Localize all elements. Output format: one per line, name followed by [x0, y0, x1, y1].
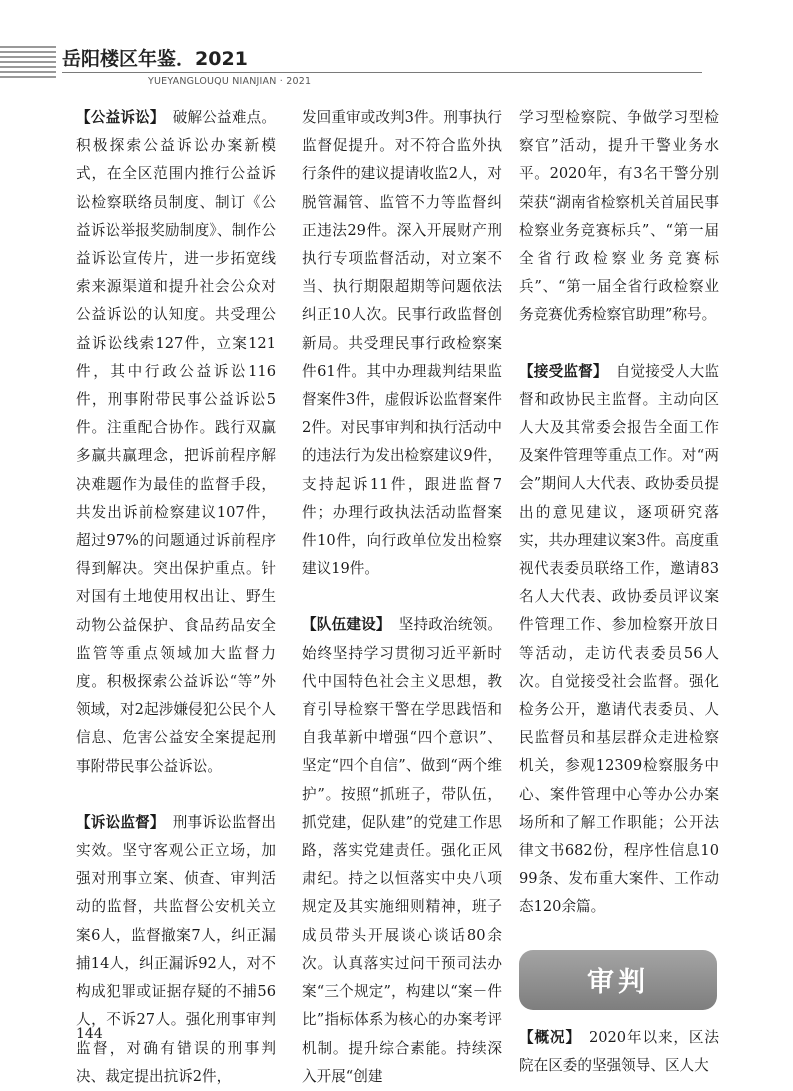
section-tag: 【概况】	[519, 1028, 581, 1046]
section-tag: 【队伍建设】	[302, 616, 391, 634]
book-title: 岳阳楼区年鉴．2021	[62, 48, 248, 70]
section-banner-trial: 审判	[519, 950, 717, 1010]
section-tag: 【诉讼监督】	[76, 813, 165, 831]
paragraph-text: 2020年以来，区法院在区委的坚强领导、区人大	[519, 1028, 719, 1074]
paragraph	[302, 611, 502, 1090]
paragraph-text: 学习型检察院、争做学习型检察官”活动，提升干警业务水平。2020年，有3名干警分别荣获“湖南省检察机关首届民事检察业务竞赛标兵”、“第一届全省行政检察业务竞赛标兵”、“第一届全省行政检察业务竞赛优秀检察官助理”称号。	[519, 109, 719, 324]
page-header	[0, 0, 793, 100]
paragraph	[519, 1024, 719, 1080]
paragraph-text: 发回重审或改判3件。刑事执行监督促提升。对不符合监外执行条件的建议提请收监2人，对脱管漏管、监管不力等监督纠正违法29件。深入开展财产刑执行专项监督活动，对立案不当、执行期限超期等问题依法纠正10人次。民事行政监督创新局。共受理民事行政检察案件61件。其中办理裁判结果监督案件3件，虚假诉讼监督案件2件。对民事审判和执行活动中的违法行为发出检察建议9件，支持起诉11件，跟进监督7件；办理行政执法活动监督案件10件，向行政单位发出检察建议19件。	[302, 109, 502, 578]
page-number: 144	[76, 1026, 103, 1042]
section-tag: 【公益诉讼】	[76, 109, 165, 126]
paragraph	[76, 104, 276, 781]
header-stripes-decoration	[0, 46, 56, 82]
paragraph	[519, 104, 719, 330]
paragraph-text: 破解公益难点。积极探索公益诉讼办案新模式，在全区范围内推行公益诉讼检察联络员制度、制订《公益诉讼举报奖励制度》、制作公益诉讼宣传片，进一步拓宽线索来源渠道和提升社会公众对公益诉讼的认知度。共受理公益诉讼线索127件，立案121件，其中行政公益诉讼116件，刑事附带民事公益诉讼5件。注重配合协作。践行双赢多赢共赢理念，把诉前程序解决难题作为最佳的监督手段，共发出诉前检察建议107件，超过97%的问题通过诉前程序得到解决。突出保护重点。针对国有土地使用权出让、野生动物公益保护、食品药品安全监管等重点领域加大监督力度。积极探索公益诉讼“等”外领域，对2起涉嫌侵犯公民个人信息、危害公益安全案提起刑事附带民事公益诉讼。	[76, 109, 276, 775]
column-2	[302, 104, 502, 1091]
paragraph	[519, 358, 719, 922]
paragraph	[302, 104, 502, 583]
section-tag: 【接受监督】	[519, 362, 608, 380]
paragraph-text: 坚持政治统领。始终坚持学习贯彻习近平新时代中国特色社会主义思想，教育引导检察干警在学思践悟和自我革新中增强“四个意识”、坚定“四个自信”、做到“两个维护”。按照“抓班子，带队伍，抓党建，促队建”的党建工作思路，落实党建责任。强化正风肃纪。持之以恒落实中央八项规定及其实施细则精神，班子成员带头开展谈心谈话80余次。认真落实过问干预司法办案“三个规定”，构建以“案－件比”指标体系为核心的办案考评机制。提升综合素能。持续深入开展“创建	[302, 616, 502, 1085]
header-rule	[62, 72, 702, 73]
paragraph	[76, 809, 276, 1091]
book-subtitle: YUEYANGLOUQU NIANJIAN · 2021	[148, 76, 312, 87]
column-1	[76, 104, 276, 1091]
paragraph-text: 自觉接受人大监督和政协民主监督。主动向区人大及其常委会报告全面工作及案件管理等重点工作。对“两会”期间人大代表、政协委员提出的意见建议，逐项研究落实，共办理建议案3件。高度重视代表委员联络工作，邀请83名人大代表、政协委员评议案件管理工作、参加检察开放日等活动，走访代表委员56人次。自觉接受社会监督。强化检务公开，邀请代表委员、人民监督员和基层群众走进检察机关，参观12309检察服务中心、案件管理中心等办公办案场所和了解工作职能；公开法律文书682份，程序性信息1099条、发布重大案件、工作动态120余篇。	[519, 362, 719, 916]
column-3	[519, 104, 719, 1080]
paragraph-text: 刑事诉讼监督出实效。坚守客观公正立场，加强对刑事立案、侦查、审判活动的监督，共监督公安机关立案6人，监督撤案7人，纠正漏捕14人，纠正漏诉92人，对不构成犯罪或证据存疑的不捕56人，不诉27人。强化刑事审判监督，对确有错误的刑事判决、裁定提出抗诉2件，	[76, 813, 276, 1085]
